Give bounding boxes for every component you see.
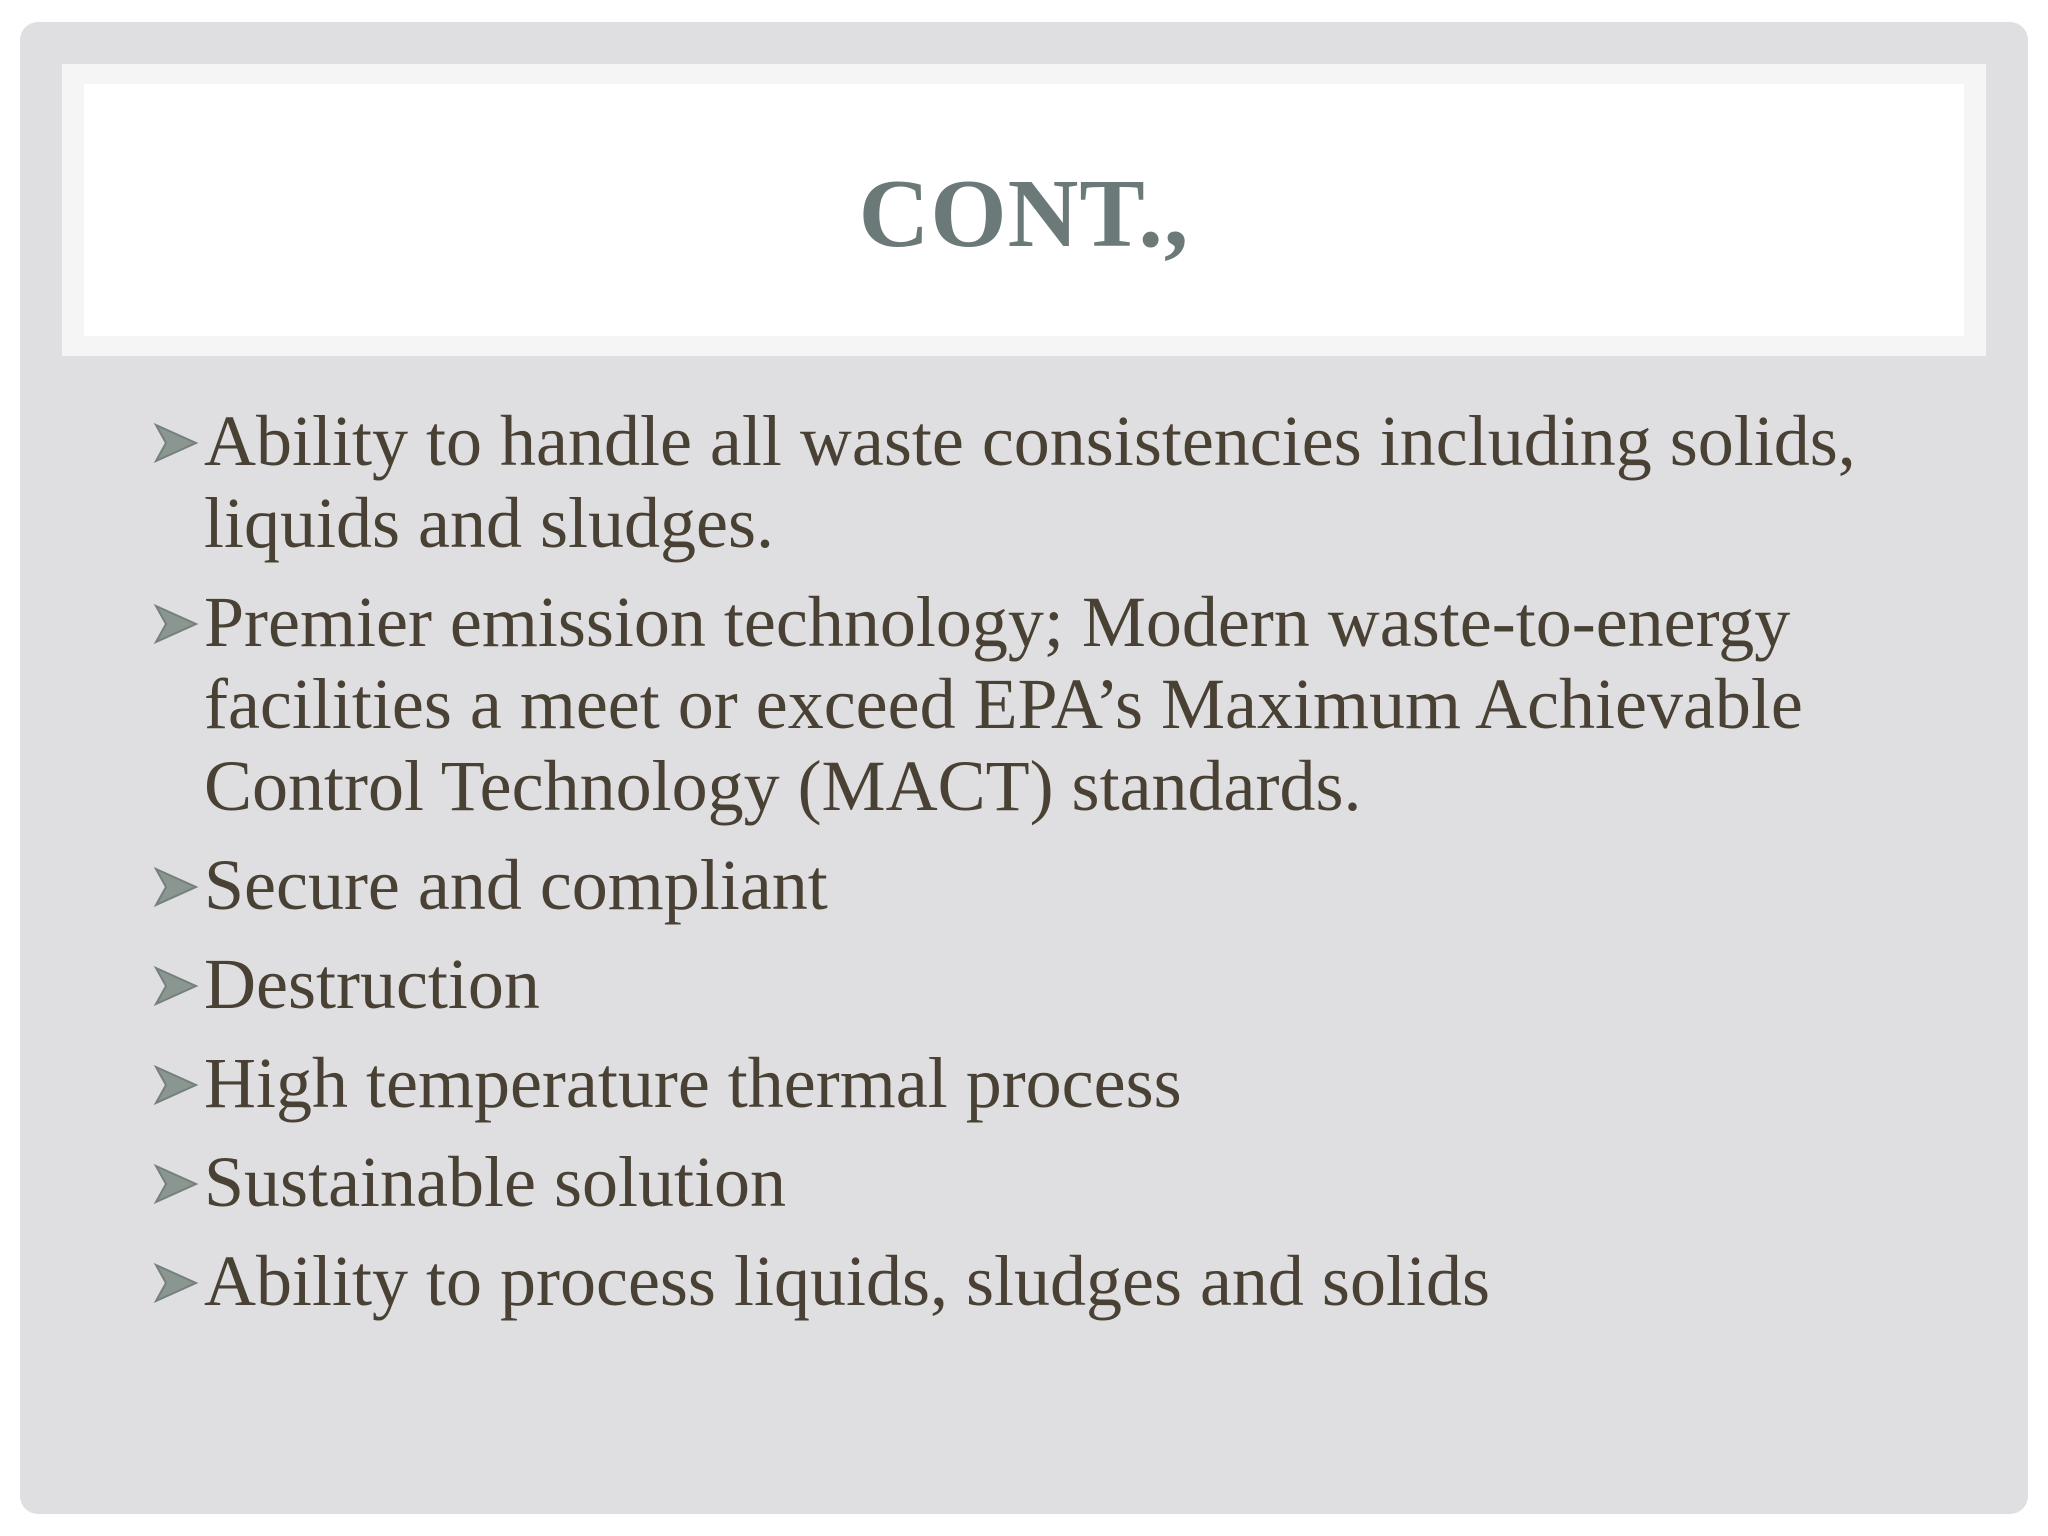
arrow-bullet-icon [152, 866, 200, 908]
arrow-bullet-icon [152, 965, 200, 1007]
bullet-text: Destruction [204, 944, 540, 1024]
arrow-bullet-icon [152, 1064, 200, 1106]
arrow-bullet-icon [152, 1262, 200, 1304]
bullet-item [152, 1042, 1982, 1124]
arrow-bullet-icon [152, 422, 200, 464]
bullet-list [152, 400, 1982, 1339]
title-frame [62, 64, 1986, 356]
arrow-bullet-icon [152, 1163, 200, 1205]
bullet-text: Premier emission technology; Modern waste-to-energy facilities a meet or exceed EPA’s Maximum Achievable Control Technology (MACT) standards. [204, 582, 1803, 826]
slide [20, 22, 2028, 1514]
bullet-item [152, 400, 1982, 564]
bullet-item [152, 1240, 1982, 1322]
arrow-bullet-icon [152, 603, 200, 645]
bullet-text: Ability to handle all waste consistencies including solids, liquids and sludges. [204, 401, 1856, 563]
slide-title: CONT., [858, 160, 1190, 268]
bullet-text: Sustainable solution [204, 1142, 786, 1222]
title-box [84, 84, 1964, 336]
bullet-text: Secure and compliant [204, 845, 828, 925]
bullet-item [152, 943, 1982, 1025]
bullet-text: Ability to process liquids, sludges and solids [204, 1241, 1490, 1321]
bullet-item [152, 844, 1982, 926]
bullet-item [152, 1141, 1982, 1223]
bullet-item [152, 581, 1982, 827]
bullet-text: High temperature thermal process [204, 1043, 1182, 1123]
